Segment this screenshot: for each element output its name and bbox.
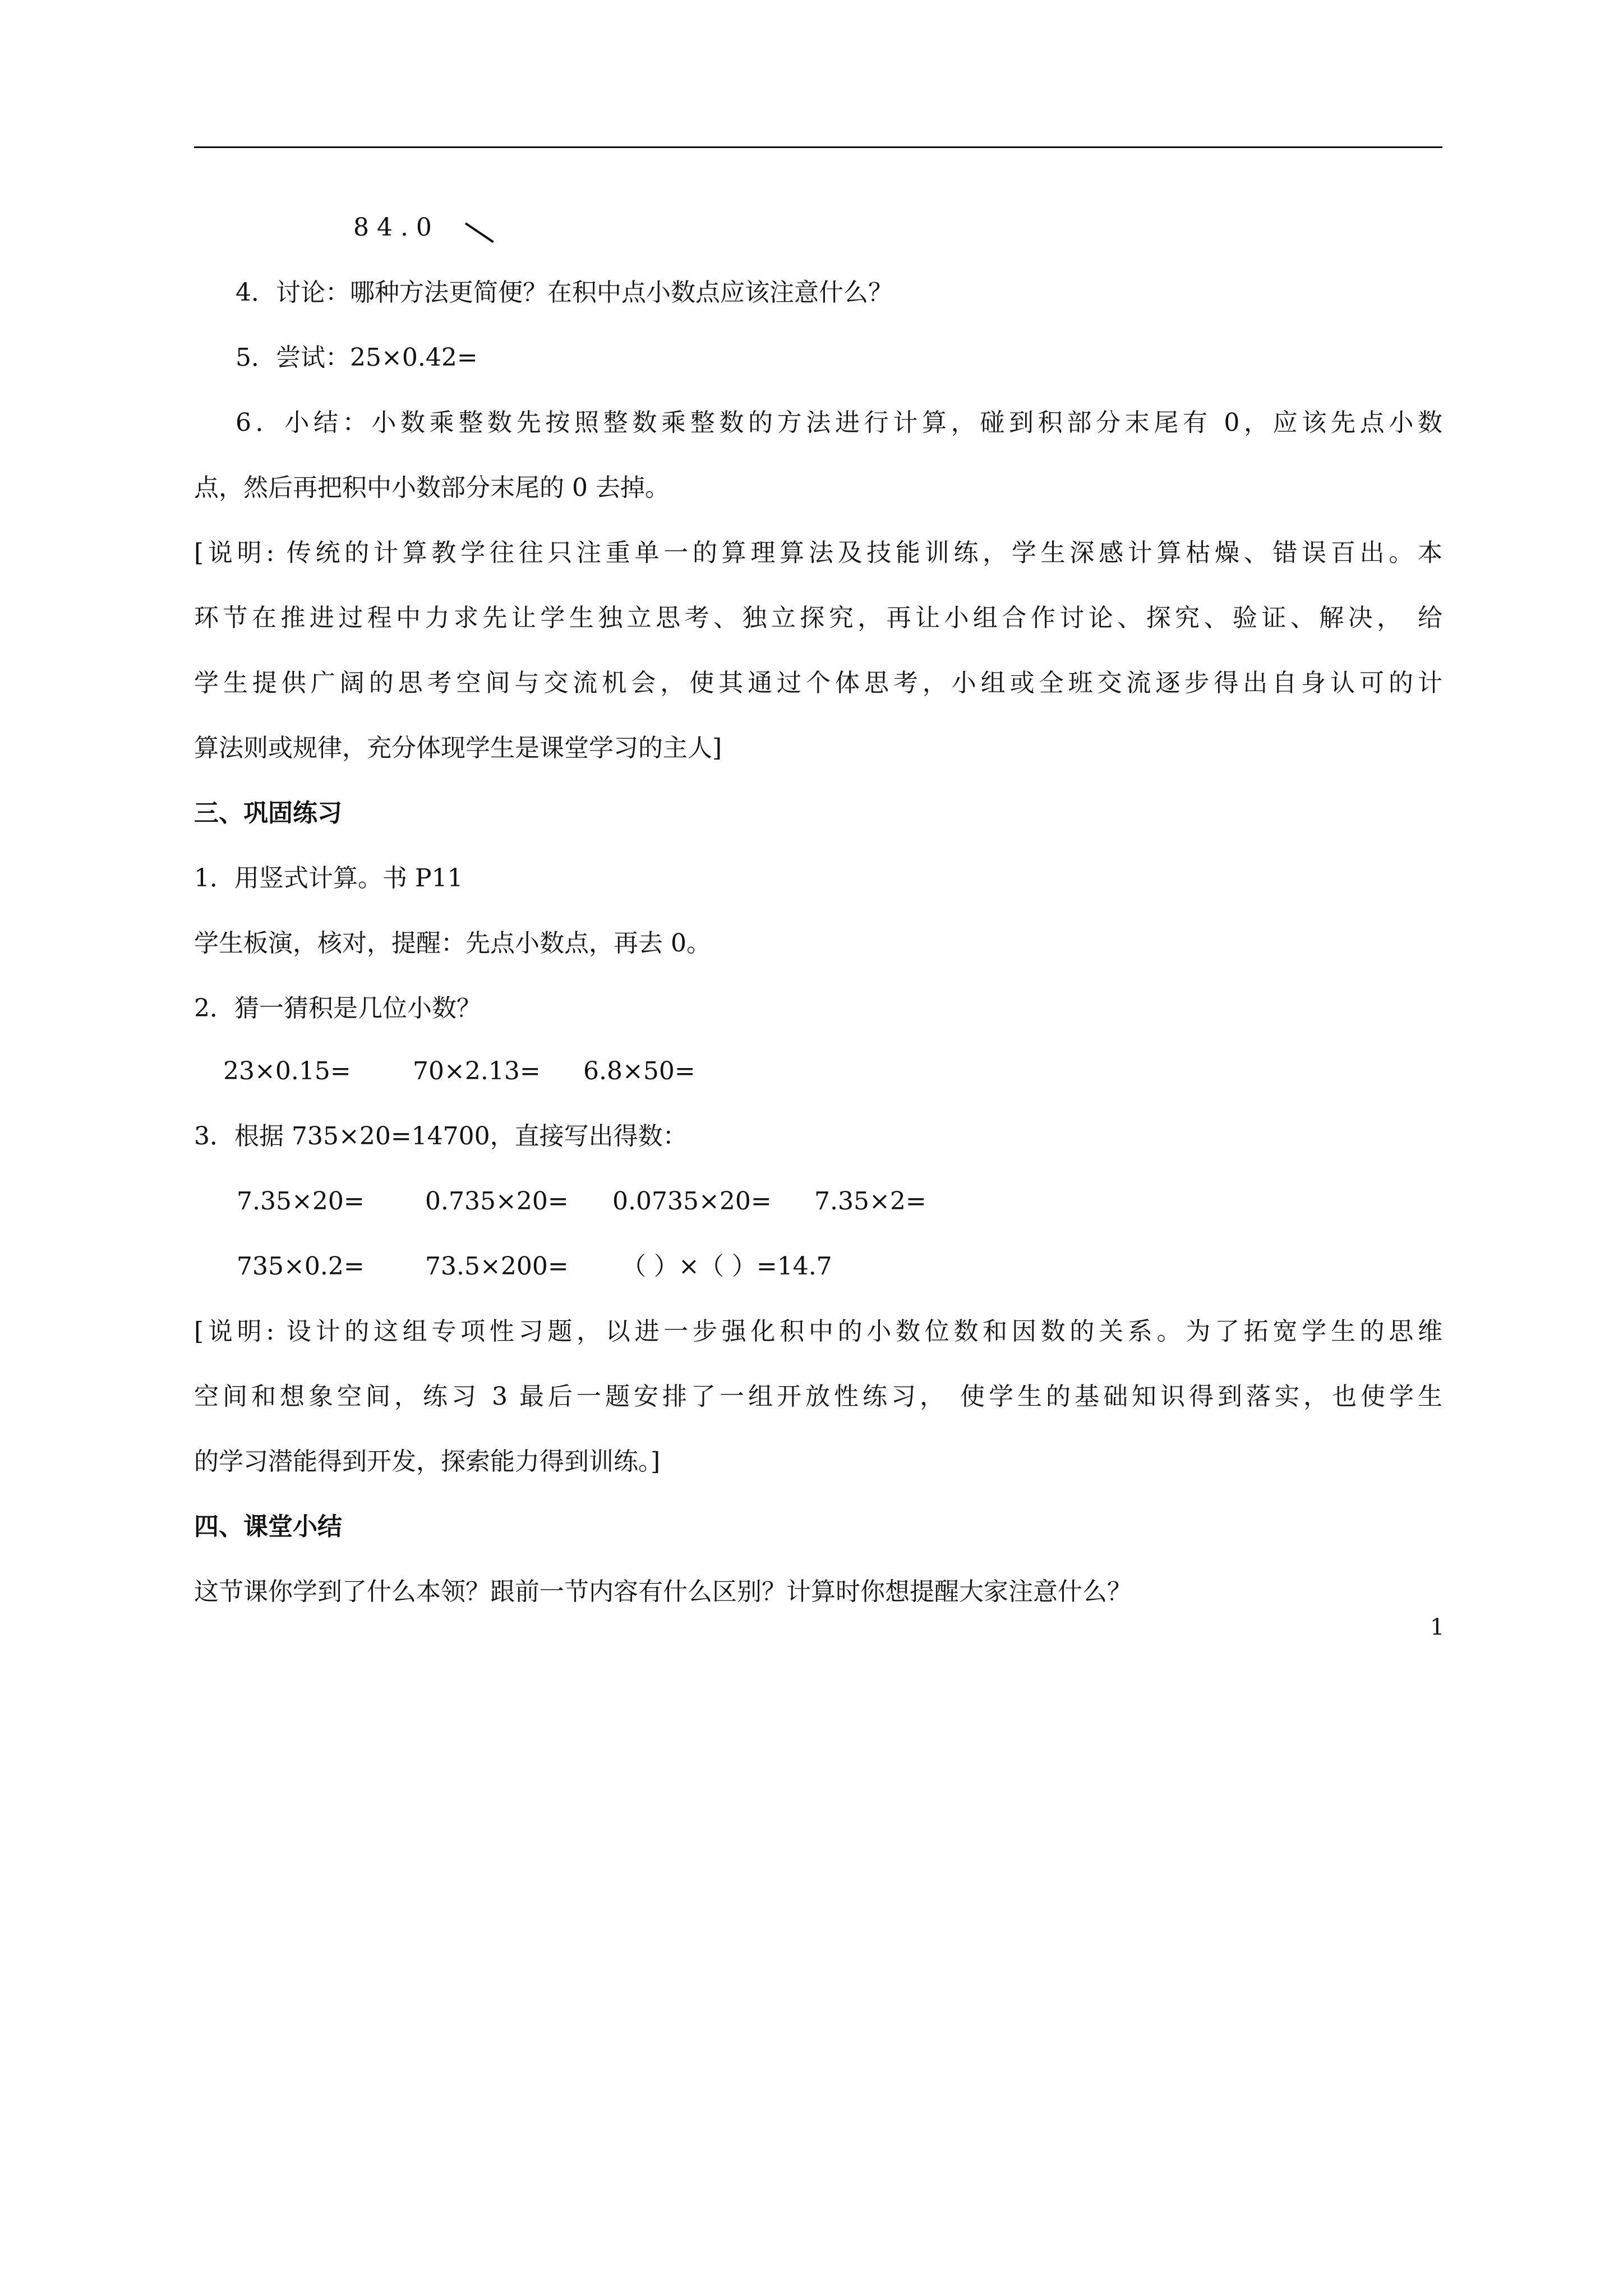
- exercise-2-item: 23×0.15=: [223, 1057, 351, 1085]
- note-2-line-2: 空间和想象空间，练习 3 最后一题安排了一组开放性练习， 使学生的基础知识得到落实，也使学生: [194, 1382, 1442, 1411]
- step-4: 4．讨论：哪种方法更简便？在积中点小数点应该注意什么？: [236, 278, 893, 307]
- section-3-heading: 三、巩固练习: [194, 799, 342, 827]
- note-1-line-3: 学生提供广阔的思考空间与交流机会，使其通过个体思考，小组或全班交流逐步得出自身认可的计: [194, 669, 1442, 697]
- note-1-line-1: [说明: 传统的计算教学往往只注重单一的算理算法及技能训练，学生深感计算枯燥、错误百出。本: [194, 539, 1442, 567]
- exercise-3-item: 73.5×200=: [425, 1252, 569, 1281]
- note-1-line-2: 环节在推进过程中力求先让学生独立思考、独立探究，再让小组合作讨论、探究、验证、解决， 给: [194, 604, 1442, 632]
- exercise-3-item: 7.35×20=: [237, 1187, 365, 1216]
- exercise-3-item: 0.735×20=: [425, 1187, 569, 1216]
- exercise-3-blank-item: （ ）×（ ）=14.7: [621, 1252, 832, 1281]
- calc-slash-mark: [465, 222, 494, 243]
- exercise-2-item: 70×2.13=: [413, 1057, 541, 1085]
- exercise-3-item: 0.0735×20=: [612, 1187, 772, 1216]
- step-5: 5．尝试：25×0.42=: [236, 343, 478, 372]
- calc-line: 8 4 . 0: [353, 213, 432, 242]
- step-6-line-2: 点，然后再把积中小数部分末尾的 0 去掉。: [194, 473, 670, 502]
- exercise-3: 3．根据 735×20=14700，直接写出得数：: [194, 1122, 688, 1151]
- page-number: 1: [1430, 1614, 1445, 1640]
- note-2-line-1: [说明: 设计的这组专项性习题，以进一步强化积中的小数位数和因数的关系。为了拓宽学生的思维: [194, 1317, 1442, 1346]
- exercise-1: 1．用竖式计算。书 P11: [194, 864, 463, 892]
- note-2-line-3: 的学习潜能得到开发，探索能力得到训练。]: [194, 1447, 661, 1476]
- header-rule: [194, 146, 1442, 148]
- exercise-2-item: 6.8×50=: [583, 1057, 695, 1085]
- note-1-line-4: 算法则或规律，充分体现学生是课堂学习的主人]: [194, 734, 722, 762]
- section-4-heading: 四、课堂小结: [194, 1512, 342, 1541]
- section-4-text: 这节课你学到了什么本领？跟前一节内容有什么区别？计算时你想提醒大家注意什么？: [194, 1577, 1132, 1606]
- exercise-3-item: 735×0.2=: [237, 1252, 365, 1281]
- exercise-1-note: 学生板演，核对，提醒：先点小数点，再去 0。: [194, 929, 711, 958]
- exercise-2: 2．猜一猜积是几位小数？: [194, 994, 481, 1023]
- step-6-line-1: 6．小结：小数乘整数先按照整数乘整数的方法进行计算，碰到积部分末尾有 0，应该先点小数: [236, 408, 1442, 437]
- exercise-3-item: 7.35×2=: [814, 1187, 926, 1216]
